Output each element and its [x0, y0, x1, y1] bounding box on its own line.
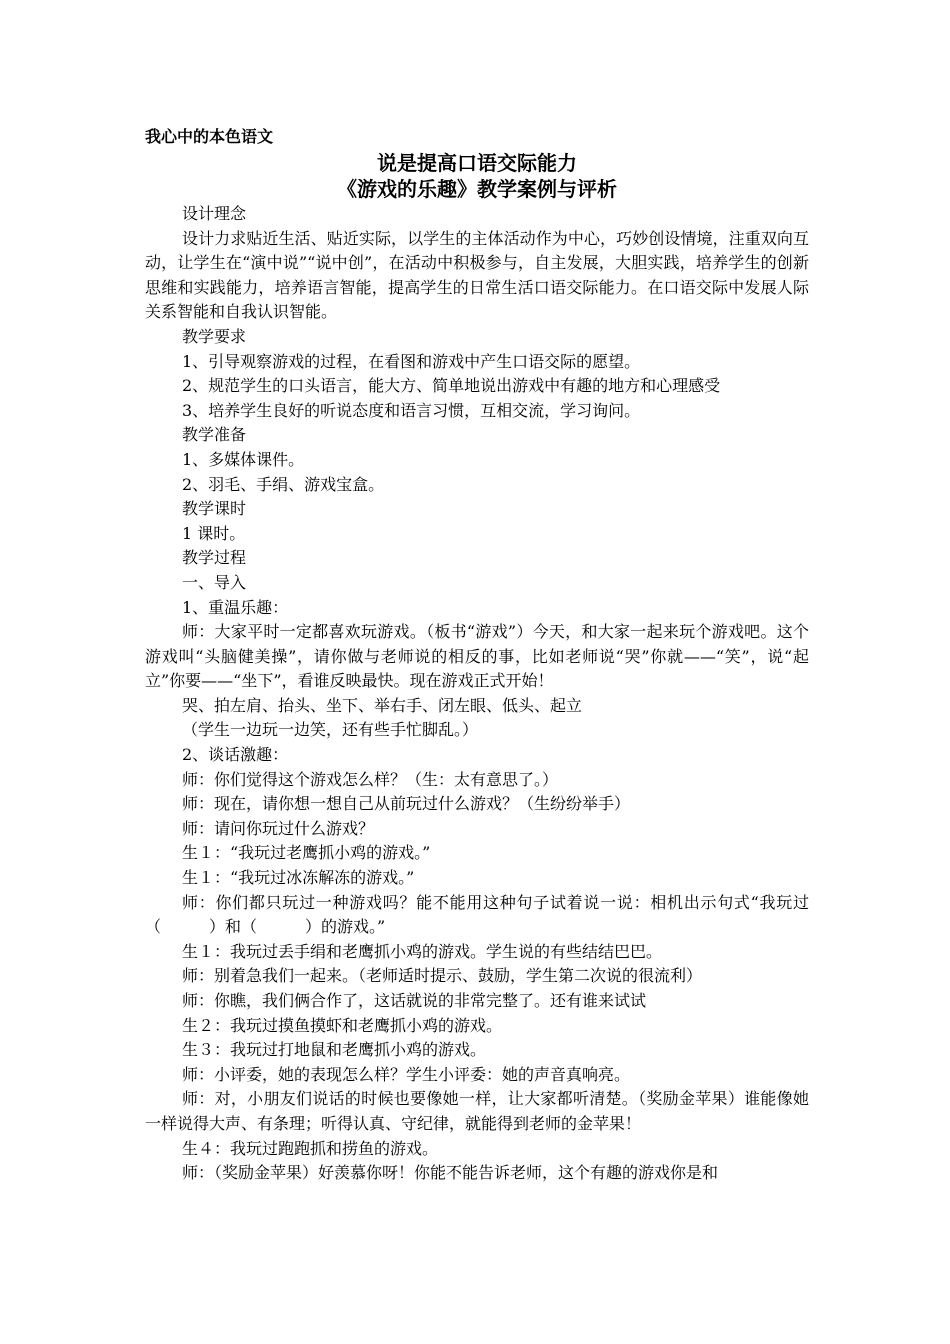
paragraph: 师：大家平时一定都喜欢玩游戏。（板书“游戏”）今天，和大家一起来玩个游戏吧。这个游戏叫“头脑健美操”，请你做与老师说的相反的事，比如老师说“哭”你就——“笑”，说“起立”你要——“坐下”，看谁反映最快。现在游戏正式开始！	[145, 622, 809, 691]
paragraph: 生１：我玩过丢手绢和老鹰抓小鸡的游戏。学生说的有些结结巴巴。	[182, 941, 663, 961]
paragraph: 1 课时。	[182, 523, 246, 543]
paragraph: 设计理念	[182, 204, 247, 223]
paragraph: 生１：“我玩过老鹰抓小鸡的游戏。”	[182, 843, 431, 863]
paragraph: 师：对，小朋友们说话的时候也要像她一样，让大家都听清楚。（奖励金苹果）谁能像她一样说得大声、有条理；听得认真、守纪律，就能得到老师的金苹果！	[145, 1089, 809, 1133]
paragraph: 师：你们都只玩过一种游戏吗？能不能用这种句子试着说一说：相机出示句式“我玩过（ ）和（ ）的游戏。”	[145, 892, 809, 937]
paragraph: 师：你们觉得这个游戏怎么样？（生：太有意思了。）	[182, 769, 559, 789]
paragraph: 1、多媒体课件。	[182, 449, 305, 469]
document-header: 我心中的本色语文	[145, 127, 274, 146]
document-page	[145, 124, 809, 1186]
paragraph: 2、规范学生的口头语言，能大方、简单地说出游戏中有趣的地方和心理感受	[182, 376, 721, 396]
paragraph: 教学要求	[182, 326, 247, 346]
paragraph: 哭、拍左肩、抬头、坐下、举右手、闭左眼、低头、起立	[182, 695, 583, 715]
document-title-line-2: 《游戏的乐趣》教学案例与评析	[337, 177, 617, 201]
paragraph: 师：小评委，她的表现怎么样？学生小评委：她的声音真响亮。	[182, 1064, 631, 1084]
paragraph: 生１：“我玩过冰冻解冻的游戏。”	[182, 868, 415, 888]
paragraph: 2、羽毛、手绢、游戏宝盒。	[182, 474, 385, 494]
paragraph: 2、谈话激趣：	[182, 745, 289, 765]
paragraph: 1、引导观察游戏的过程，在看图和游戏中产生口语交际的愿望。	[182, 351, 641, 371]
paragraph: 师：别着急我们一起来。（老师适时提示、鼓励，学生第二次说的很流利）	[182, 966, 703, 986]
paragraph: 师：（奖励金苹果）好羡慕你呀！你能不能告诉老师，这个有趣的游戏你是和	[182, 1163, 719, 1183]
paragraph: 教学准备	[182, 425, 247, 445]
paragraph: 教学过程	[182, 548, 247, 568]
paragraph: 师：请问你玩过什么游戏？	[182, 818, 375, 838]
paragraph: 生３：我玩过打地鼠和老鹰抓小鸡的游戏。	[182, 1040, 487, 1060]
paragraph: 生２：我玩过摸鱼摸虾和老鹰抓小鸡的游戏。	[182, 1015, 503, 1035]
paragraph: 3、培养学生良好的听说态度和语言习惯，互相交流，学习询问。	[182, 400, 641, 420]
document-body	[145, 202, 809, 1186]
paragraph: 一、导入	[182, 572, 247, 592]
paragraph: 生４：我玩过跑跑抓和捞鱼的游戏。	[182, 1138, 439, 1158]
document-title-line-1: 说是提高口语交际能力	[377, 151, 577, 175]
paragraph: 教学课时	[182, 499, 247, 519]
paragraph: 师：你瞧，我们俩合作了，这话就说的非常完整了。还有谁来试试	[182, 991, 647, 1010]
paragraph: （学生一边玩一边笑，还有些手忙脚乱。）	[182, 720, 479, 740]
paragraph: 师：现在，请你想一想自己从前玩过什么游戏？（生纷纷举手）	[182, 794, 631, 814]
paragraph: 1、重温乐趣：	[182, 597, 289, 617]
paragraph: 设计力求贴近生活、贴近实际，以学生的主体活动作为中心，巧妙创设情境，注重双向互动，让学生在“演中说”“说中创”，在活动中积极参与，自主发展，大胆实践，培养学生的创新思维和实践能力，培养语言智能，提高学生的日常生活口语交际能力。在口语交际中发展人际关系智能和自我认识智能。	[145, 228, 809, 322]
